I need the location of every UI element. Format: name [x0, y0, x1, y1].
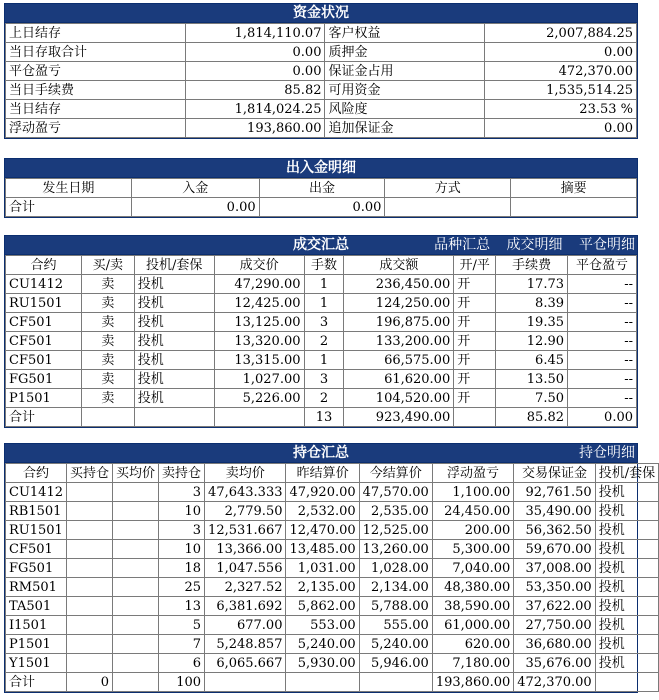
total-cell: 0.00 [568, 408, 637, 427]
position-cell: 35,490.00 [514, 502, 595, 521]
column-header: 手续费 [496, 256, 568, 275]
position-cell: 7,180.00 [432, 654, 513, 673]
position-cell: 61,000.00 [432, 616, 513, 635]
trade-cell: 投机 [134, 294, 214, 313]
funds-value: 85.82 [185, 81, 325, 100]
trade-cell: -- [568, 294, 637, 313]
trade-cell: 投机 [134, 275, 214, 294]
position-cell: 7 [159, 635, 205, 654]
position-cell: CU1412 [6, 483, 67, 502]
funds-label: 追加保证金 [325, 119, 485, 138]
position-cell [67, 635, 113, 654]
position-cell: 620.00 [432, 635, 513, 654]
position-cell: P1501 [6, 635, 67, 654]
position-cell: 53,350.00 [514, 578, 595, 597]
position-cell: 5 [159, 616, 205, 635]
trade-cell: 投机 [134, 351, 214, 370]
trade-cell: 6.45 [496, 351, 568, 370]
position-cell: 13 [159, 597, 205, 616]
position-cell: 1,028.00 [359, 559, 432, 578]
cashflow-table [5, 178, 637, 217]
trade-cell: 卖 [81, 313, 134, 332]
position-cell [67, 578, 113, 597]
position-cell: 投机 [595, 559, 658, 578]
column-header: 合约 [6, 256, 82, 275]
column-header: 今结算价 [359, 464, 432, 483]
column-header: 成交额 [344, 256, 454, 275]
position-cell: 24,450.00 [432, 502, 513, 521]
link-product-summary[interactable]: 品种汇总 [434, 237, 491, 253]
positions-section [4, 443, 656, 693]
position-row [6, 483, 659, 502]
position-cell: 1,100.00 [432, 483, 513, 502]
position-row [6, 502, 659, 521]
total-cell: 923,490.00 [344, 408, 454, 427]
column-header: 投机/套保 [134, 256, 214, 275]
trade-cell: -- [568, 313, 637, 332]
position-row [6, 654, 659, 673]
position-cell [113, 597, 159, 616]
funds-row [6, 62, 637, 81]
funds-label: 上日结存 [6, 24, 186, 43]
position-cell: FG501 [6, 559, 67, 578]
trade-cell: CF501 [6, 332, 82, 351]
funds-label: 浮动盈亏 [6, 119, 186, 138]
trade-row [6, 332, 637, 351]
position-cell: 5,788.00 [359, 597, 432, 616]
total-cell: 100 [159, 673, 205, 692]
position-cell: 5,240.00 [286, 635, 359, 654]
position-cell [67, 483, 113, 502]
total-cell: 合计 [6, 673, 67, 692]
cashflow-title: 出入金明细 [286, 160, 356, 176]
position-cell: 92,761.50 [514, 483, 595, 502]
funds-label: 可用资金 [325, 81, 485, 100]
trade-cell: 236,450.00 [344, 275, 454, 294]
trades-header-bar [5, 236, 637, 255]
funds-row [6, 119, 637, 138]
total-cell [81, 408, 134, 427]
trade-cell: 1 [304, 351, 344, 370]
position-cell [67, 616, 113, 635]
position-cell [113, 502, 159, 521]
position-cell: TA501 [6, 597, 67, 616]
position-cell: 12,525.00 [359, 521, 432, 540]
total-cell: 13 [304, 408, 344, 427]
position-cell: 投机 [595, 578, 658, 597]
trade-cell: 12,425.00 [214, 294, 304, 313]
trade-cell: 13,315.00 [214, 351, 304, 370]
funds-label: 风险度 [325, 100, 485, 119]
column-header: 成交价 [214, 256, 304, 275]
column-header: 开/平 [454, 256, 496, 275]
trade-cell: -- [568, 275, 637, 294]
position-cell: RU1501 [6, 521, 67, 540]
column-header: 昨结算价 [286, 464, 359, 483]
position-cell: 6 [159, 654, 205, 673]
position-row [6, 578, 659, 597]
position-cell [67, 540, 113, 559]
column-header: 卖均价 [205, 464, 286, 483]
trade-row [6, 370, 637, 389]
funds-title: 资金状况 [293, 5, 349, 21]
trade-row [6, 294, 637, 313]
trade-cell: CF501 [6, 351, 82, 370]
link-position-detail[interactable]: 持仓明细 [579, 445, 635, 461]
cashflow-header-row [6, 179, 637, 198]
link-close-detail[interactable]: 平仓明细 [579, 237, 635, 253]
position-row [6, 616, 659, 635]
funds-value: 1,814,110.07 [185, 24, 325, 43]
trades-header-row [6, 256, 637, 275]
total-label: 合计 [6, 198, 132, 217]
position-cell: 3 [159, 483, 205, 502]
trade-cell: 卖 [81, 351, 134, 370]
trade-row [6, 275, 637, 294]
position-cell [113, 654, 159, 673]
funds-value: 0.00 [485, 43, 637, 62]
funds-value: 23.53 % [485, 100, 637, 119]
position-cell: 56,362.50 [514, 521, 595, 540]
position-cell [67, 502, 113, 521]
position-cell: 3 [159, 521, 205, 540]
position-cell: 5,300.00 [432, 540, 513, 559]
position-cell: 1,047.556 [205, 559, 286, 578]
funds-table [5, 23, 637, 138]
total-note [511, 198, 637, 217]
position-cell: 投机 [595, 597, 658, 616]
trade-cell: 1 [304, 275, 344, 294]
position-row [6, 635, 659, 654]
trade-cell: P1501 [6, 389, 82, 408]
funds-value: 1,814,024.25 [185, 100, 325, 119]
funds-label: 当日手续费 [6, 81, 186, 100]
trade-cell: 1,027.00 [214, 370, 304, 389]
position-cell: 投机 [595, 654, 658, 673]
total-cell [286, 673, 359, 692]
position-cell: 投机 [595, 540, 658, 559]
position-cell: 25 [159, 578, 205, 597]
trade-cell: 卖 [81, 389, 134, 408]
column-header: 买持仓 [67, 464, 113, 483]
trade-cell: 13.50 [496, 370, 568, 389]
total-cell [595, 673, 658, 692]
column-header: 投机/套保 [595, 464, 658, 483]
trade-cell: 投机 [134, 370, 214, 389]
trade-cell: 12.90 [496, 332, 568, 351]
cashflow-section [4, 158, 638, 218]
position-cell: 投机 [595, 521, 658, 540]
position-cell [113, 578, 159, 597]
position-cell [113, 521, 159, 540]
funds-label: 平仓盈亏 [6, 62, 186, 81]
position-cell: 48,380.00 [432, 578, 513, 597]
position-cell: RB1501 [6, 502, 67, 521]
positions-table [5, 463, 659, 692]
position-cell: 59,670.00 [514, 540, 595, 559]
total-cell [205, 673, 286, 692]
trades-section [4, 235, 638, 428]
trade-cell: 7.50 [496, 389, 568, 408]
trade-cell: 卖 [81, 332, 134, 351]
position-cell [67, 597, 113, 616]
column-header: 方式 [385, 179, 511, 198]
column-header: 发生日期 [6, 179, 132, 198]
position-cell: 投机 [595, 635, 658, 654]
trade-cell: 开 [454, 294, 496, 313]
trade-cell: 104,520.00 [344, 389, 454, 408]
position-cell: 35,676.00 [514, 654, 595, 673]
position-cell: 27,750.00 [514, 616, 595, 635]
column-header: 卖持仓 [159, 464, 205, 483]
position-cell [67, 521, 113, 540]
position-cell: 2,532.00 [286, 502, 359, 521]
total-cell: 472,370.00 [514, 673, 595, 692]
position-cell [113, 540, 159, 559]
column-header: 交易保证金 [514, 464, 595, 483]
funds-label: 当日存取合计 [6, 43, 186, 62]
position-cell: 2,135.00 [286, 578, 359, 597]
funds-label: 当日结存 [6, 100, 186, 119]
trade-cell: 卖 [81, 275, 134, 294]
cashflow-header-bar [5, 159, 637, 178]
trade-cell: CF501 [6, 313, 82, 332]
funds-value: 2,007,884.25 [485, 24, 637, 43]
total-method [385, 198, 511, 217]
cashflow-total-row [6, 198, 637, 217]
trade-cell: 19.35 [496, 313, 568, 332]
total-cell [134, 408, 214, 427]
position-cell: 555.00 [359, 616, 432, 635]
funds-value: 0.00 [485, 119, 637, 138]
position-cell: 10 [159, 502, 205, 521]
trade-cell: 13,320.00 [214, 332, 304, 351]
trade-cell: -- [568, 389, 637, 408]
column-header: 合约 [6, 464, 67, 483]
position-cell: 47,643.333 [205, 483, 286, 502]
trade-cell: 投机 [134, 332, 214, 351]
trade-cell: 投机 [134, 313, 214, 332]
trade-cell: 1 [304, 294, 344, 313]
trade-cell: -- [568, 351, 637, 370]
trade-cell: 2 [304, 389, 344, 408]
column-header: 买均价 [113, 464, 159, 483]
position-cell: 36,680.00 [514, 635, 595, 654]
trade-cell: 开 [454, 313, 496, 332]
position-cell [113, 635, 159, 654]
position-cell: 553.00 [286, 616, 359, 635]
position-cell: CF501 [6, 540, 67, 559]
funds-row [6, 43, 637, 62]
trade-cell: 投机 [134, 389, 214, 408]
funds-value: 193,860.00 [185, 119, 325, 138]
trade-row [6, 313, 637, 332]
trade-cell: 66,575.00 [344, 351, 454, 370]
funds-row [6, 100, 637, 119]
trade-cell: 13,125.00 [214, 313, 304, 332]
funds-row [6, 81, 637, 100]
total-cell: 合计 [6, 408, 82, 427]
trade-cell: 17.73 [496, 275, 568, 294]
funds-label: 客户权益 [325, 24, 485, 43]
trade-cell: 卖 [81, 370, 134, 389]
funds-value: 0.00 [185, 43, 325, 62]
position-cell: 6,065.667 [205, 654, 286, 673]
column-header: 平仓盈亏 [568, 256, 637, 275]
position-cell: 2,134.00 [359, 578, 432, 597]
trade-cell: 开 [454, 389, 496, 408]
position-row [6, 540, 659, 559]
funds-row [6, 24, 637, 43]
position-row [6, 559, 659, 578]
position-cell [113, 616, 159, 635]
position-cell: 5,930.00 [286, 654, 359, 673]
trades-total-row [6, 408, 637, 427]
position-cell: 12,470.00 [286, 521, 359, 540]
trade-cell: 8.39 [496, 294, 568, 313]
column-header: 入金 [131, 179, 259, 198]
trade-cell: 卖 [81, 294, 134, 313]
trade-cell: FG501 [6, 370, 82, 389]
trade-cell: 开 [454, 332, 496, 351]
position-cell: 1,031.00 [286, 559, 359, 578]
trade-row [6, 389, 637, 408]
trades-title: 成交汇总 [293, 237, 349, 253]
position-cell: 10 [159, 540, 205, 559]
funds-value: 0.00 [185, 62, 325, 81]
trade-cell: 开 [454, 275, 496, 294]
trade-cell: 3 [304, 313, 344, 332]
position-cell: 200.00 [432, 521, 513, 540]
funds-header-bar [5, 4, 637, 23]
position-cell: 47,570.00 [359, 483, 432, 502]
position-cell: I1501 [6, 616, 67, 635]
total-cell: 193,860.00 [432, 673, 513, 692]
column-header: 出金 [259, 179, 385, 198]
funds-label: 质押金 [325, 43, 485, 62]
positions-header-bar [5, 444, 637, 463]
trade-cell: -- [568, 332, 637, 351]
trade-cell: RU1501 [6, 294, 82, 313]
position-cell: 5,862.00 [286, 597, 359, 616]
position-cell: 5,240.00 [359, 635, 432, 654]
total-cell: 85.82 [496, 408, 568, 427]
trade-cell: 2 [304, 332, 344, 351]
position-cell: 13,260.00 [359, 540, 432, 559]
position-cell: 5,248.857 [205, 635, 286, 654]
position-cell: 5,946.00 [359, 654, 432, 673]
positions-title: 持仓汇总 [293, 445, 349, 461]
trade-cell: 开 [454, 351, 496, 370]
position-cell: 677.00 [205, 616, 286, 635]
position-cell: 37,008.00 [514, 559, 595, 578]
total-cell: 0 [67, 673, 113, 692]
trade-cell: 196,875.00 [344, 313, 454, 332]
position-cell: RM501 [6, 578, 67, 597]
trade-cell: CU1412 [6, 275, 82, 294]
trades-table [5, 255, 637, 427]
column-header: 摘要 [511, 179, 637, 198]
position-cell [113, 483, 159, 502]
total-cell [359, 673, 432, 692]
trade-cell: 开 [454, 370, 496, 389]
trade-cell: 5,226.00 [214, 389, 304, 408]
position-cell: 7,040.00 [432, 559, 513, 578]
position-cell: 38,590.00 [432, 597, 513, 616]
position-cell: Y1501 [6, 654, 67, 673]
position-cell: 2,327.52 [205, 578, 286, 597]
position-cell [113, 559, 159, 578]
trade-cell: 47,290.00 [214, 275, 304, 294]
position-cell: 37,622.00 [514, 597, 595, 616]
trade-row [6, 351, 637, 370]
position-cell: 18 [159, 559, 205, 578]
position-cell: 13,485.00 [286, 540, 359, 559]
trade-cell: 124,250.00 [344, 294, 454, 313]
column-header: 浮动盈亏 [432, 464, 513, 483]
position-cell [67, 559, 113, 578]
position-cell: 6,381.692 [205, 597, 286, 616]
total-out: 0.00 [259, 198, 385, 217]
column-header: 手数 [304, 256, 344, 275]
position-cell: 13,366.00 [205, 540, 286, 559]
position-cell: 12,531.667 [205, 521, 286, 540]
position-cell: 投机 [595, 616, 658, 635]
column-header: 买/卖 [81, 256, 134, 275]
positions-header-row [6, 464, 659, 483]
trade-cell: 61,620.00 [344, 370, 454, 389]
total-cell [454, 408, 496, 427]
funds-section [4, 3, 638, 139]
funds-value: 1,535,514.25 [485, 81, 637, 100]
trade-cell: 133,200.00 [344, 332, 454, 351]
funds-value: 472,370.00 [485, 62, 637, 81]
trade-cell: 3 [304, 370, 344, 389]
trade-cell: -- [568, 370, 637, 389]
position-cell: 47,920.00 [286, 483, 359, 502]
position-cell [67, 654, 113, 673]
position-row [6, 521, 659, 540]
positions-total-row [6, 673, 659, 692]
total-cell [113, 673, 159, 692]
position-cell: 投机 [595, 483, 658, 502]
position-cell: 2,779.50 [205, 502, 286, 521]
link-trade-detail[interactable]: 成交明细 [506, 237, 563, 253]
position-row [6, 597, 659, 616]
total-in: 0.00 [131, 198, 259, 217]
position-cell: 投机 [595, 502, 658, 521]
funds-label: 保证金占用 [325, 62, 485, 81]
total-cell [214, 408, 304, 427]
position-cell: 2,535.00 [359, 502, 432, 521]
